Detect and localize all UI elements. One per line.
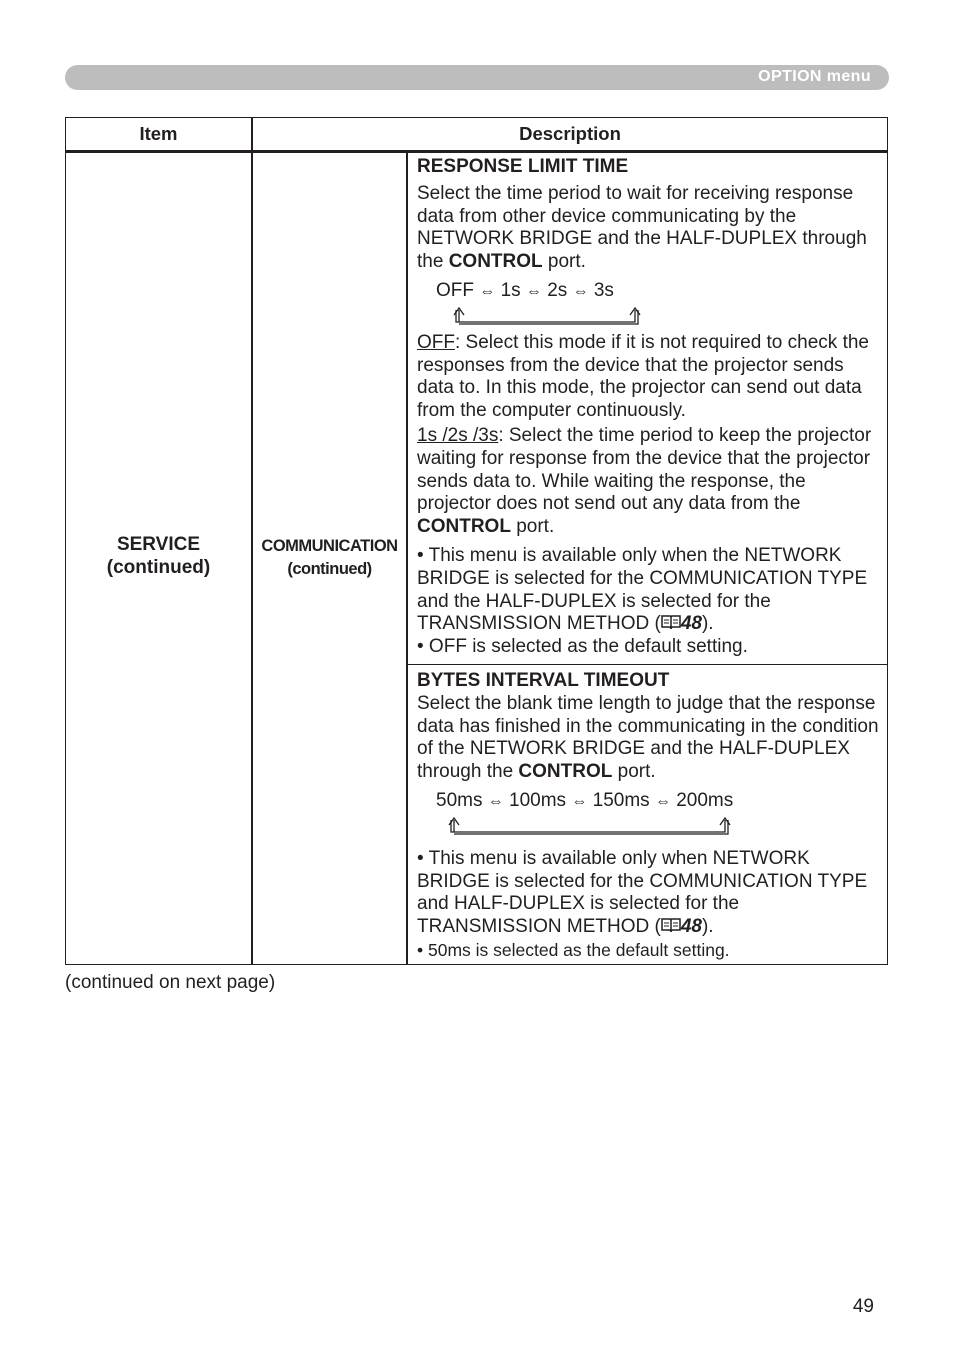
option-table <box>65 117 888 965</box>
row-divider <box>407 664 887 665</box>
bytes-interval-note2: • 50ms is selected as the default setting. <box>417 939 730 960</box>
time-description: 1s /2s /3s: Select the time period to keep the projector waiting for response from the device that the projector sends data to. While waiting the response, the projector does not send out any data from the CONTROL port. <box>417 424 872 538</box>
left-right-arrow-icon: ⇔ <box>571 792 588 810</box>
left-right-arrow-icon: ⇔ <box>572 282 589 300</box>
option-50ms: 50ms <box>436 789 483 811</box>
subitem-communication <box>253 535 406 581</box>
left-right-arrow-icon: ⇔ <box>479 282 496 300</box>
item-service-line2: (continued) <box>106 557 211 578</box>
option-150ms: 150ms <box>592 789 650 811</box>
response-limit-note2: • OFF is selected as the default setting. <box>417 636 748 658</box>
subitem-line2: (continued) <box>287 560 372 578</box>
col-divider-sub <box>406 152 408 964</box>
off-description: OFF: Select this mode if it is not required to check the responses from the device that the projector sends data to. In this mode, the projector can send out data from the computer continuously. <box>417 331 869 422</box>
response-limit-heading: RESPONSE LIMIT TIME <box>417 156 629 177</box>
subitem-line1: COMMUNICATION <box>261 537 398 555</box>
loop-arrow-icon <box>417 304 882 332</box>
left-right-arrow-icon: ⇔ <box>487 792 504 810</box>
book-icon <box>661 916 681 934</box>
header-rule-2 <box>66 152 887 153</box>
option-100ms: 100ms <box>509 789 567 811</box>
bytes-interval-options <box>436 790 882 814</box>
option-3s: 3s <box>593 279 614 301</box>
left-right-arrow-icon: ⇔ <box>525 282 542 300</box>
item-service <box>66 533 251 579</box>
page-number: 49 <box>852 1296 874 1317</box>
section-title: OPTION menu <box>758 68 871 85</box>
header-bar <box>65 65 889 90</box>
book-icon <box>661 613 681 631</box>
continued-note: (continued on next page) <box>65 972 276 993</box>
item-service-line1: SERVICE <box>116 534 201 555</box>
loop-arrow-icon <box>417 814 882 848</box>
option-off: OFF <box>436 279 474 301</box>
option-200ms: 200ms <box>676 789 734 811</box>
header-description: Description <box>519 123 621 144</box>
response-limit-section <box>417 156 882 659</box>
response-limit-options <box>436 280 882 304</box>
left-right-arrow-icon: ⇔ <box>654 792 671 810</box>
option-2s: 2s <box>547 279 568 301</box>
bytes-interval-section <box>417 670 882 962</box>
option-1s: 1s <box>500 279 521 301</box>
bytes-interval-intro: Select the blank time length to judge that the response data has finished in the communicating in the condition of the NETWORK BRIDGE and the HALF-DUPLEX through the CONTROL port. <box>417 692 879 783</box>
bytes-interval-note1: • This menu is available only when NETWORK BRIDGE is selected for the COMMUNICATION TYPE and HALF-DUPLEX is selected for the TRANSMISSION METHOD ( 48). <box>417 847 868 938</box>
response-limit-intro: Select the time period to wait for receiving response data from other device communicating by the NETWORK BRIDGE and the HALF-DUPLEX through the CONTROL port. <box>417 182 867 273</box>
header-item: Item <box>139 123 178 144</box>
bytes-interval-heading: BYTES INTERVAL TIMEOUT <box>417 670 670 691</box>
response-limit-note1: • This menu is available only when the NETWORK BRIDGE is selected for the COMMUNICATION TYPE and the HALF-DUPLEX is selected for the TRANSMISSION METHOD ( 48). <box>417 544 868 635</box>
